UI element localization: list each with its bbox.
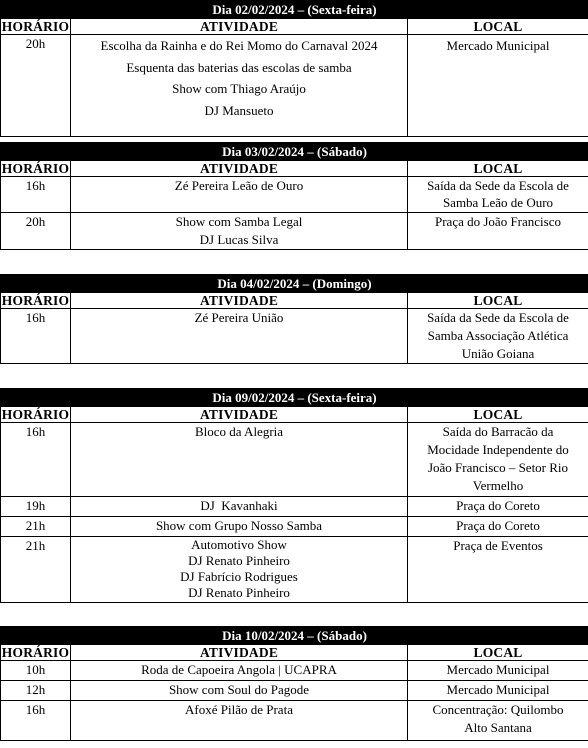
activity-line: Show com Samba Legal bbox=[175, 214, 303, 229]
location-line: Alto Santana bbox=[464, 720, 532, 735]
activity-line: DJ Fabrício Rodrigues bbox=[180, 569, 298, 584]
day-table bbox=[0, 142, 588, 250]
location-line: Mercado Municipal bbox=[446, 682, 550, 697]
event-location bbox=[408, 497, 588, 517]
event-time: 21h bbox=[1, 537, 71, 603]
activity-line: Zé Pereira União bbox=[194, 310, 284, 325]
activity-line: Show com Grupo Nosso Samba bbox=[155, 518, 323, 533]
event-time: 10h bbox=[1, 661, 71, 681]
activity-line: Show com Thiago Araújo bbox=[172, 81, 306, 96]
day-header-row bbox=[1, 1, 588, 19]
location-line: Mercado Municipal bbox=[446, 38, 550, 53]
event-activities bbox=[71, 517, 408, 537]
header-time: HORÁRIO bbox=[1, 293, 70, 308]
event-location bbox=[408, 517, 588, 537]
event-time: 20h bbox=[1, 35, 71, 137]
event-activities bbox=[71, 701, 408, 741]
event-time: 16h bbox=[1, 423, 71, 497]
day-title: Dia 04/02/2024 – (Domingo) bbox=[1, 275, 588, 293]
location-line: Mocidade Independente do bbox=[427, 442, 569, 457]
location-line: Praça do João Francisco bbox=[435, 214, 561, 229]
event-location bbox=[408, 35, 588, 137]
event-location bbox=[408, 309, 588, 364]
event-time: 16h bbox=[1, 177, 71, 213]
location-line: Vermelho bbox=[472, 478, 524, 493]
event-location bbox=[408, 701, 588, 741]
schedule-row bbox=[1, 423, 588, 497]
activity-line: DJ Lucas Silva bbox=[199, 232, 279, 247]
schedule-row bbox=[1, 497, 588, 517]
header-activity: ATIVIDADE bbox=[71, 293, 408, 309]
location-line: Praça do Coreto bbox=[456, 518, 540, 533]
header-time: HORÁRIO bbox=[1, 19, 70, 34]
event-activities bbox=[71, 423, 408, 497]
day-table bbox=[0, 274, 588, 364]
event-activities bbox=[71, 309, 408, 364]
activity-line: Bloco da Alegria bbox=[194, 424, 284, 439]
event-time: 20h bbox=[1, 213, 71, 250]
activity-line: DJ Renato Pinheiro bbox=[188, 553, 290, 568]
activity-line: DJ Kavanhaki bbox=[200, 498, 278, 513]
header-location: LOCAL bbox=[408, 161, 588, 177]
event-activities bbox=[71, 35, 408, 137]
day-table bbox=[0, 0, 588, 137]
event-location bbox=[408, 681, 588, 701]
event-activities bbox=[71, 497, 408, 517]
location-line: Saída da Sede da Escola de bbox=[427, 178, 569, 193]
header-activity: ATIVIDADE bbox=[71, 19, 408, 35]
activity-line: DJ Mansueto bbox=[204, 102, 274, 118]
column-header-row bbox=[1, 19, 588, 35]
activity-line: DJ Renato Pinheiro bbox=[188, 585, 290, 600]
schedule-row bbox=[1, 177, 588, 213]
column-header-row bbox=[1, 407, 588, 423]
location-line: Samba Leão de Ouro bbox=[442, 195, 554, 210]
day-title: Dia 02/02/2024 – (Sexta-feira) bbox=[1, 1, 588, 19]
location-line: João Francisco – Setor Rio bbox=[427, 460, 569, 475]
schedule-row bbox=[1, 517, 588, 537]
activity-line: Esquenta das baterias das escolas de samba bbox=[126, 59, 352, 75]
activity-line: Zé Pereira Leão de Ouro bbox=[174, 178, 304, 193]
event-activities bbox=[71, 661, 408, 681]
location-line: Praça de Eventos bbox=[453, 538, 543, 553]
schedule-row bbox=[1, 309, 588, 364]
header-location: LOCAL bbox=[408, 19, 588, 35]
event-time: 16h bbox=[1, 701, 71, 741]
schedule-row bbox=[1, 661, 588, 681]
activity-line: Show com Soul do Pagode bbox=[168, 682, 310, 697]
event-time: 21h bbox=[1, 517, 71, 537]
event-location bbox=[408, 537, 588, 603]
schedule-row bbox=[1, 213, 588, 250]
event-location bbox=[408, 423, 588, 497]
event-location bbox=[408, 661, 588, 681]
location-line: União Goiana bbox=[461, 346, 535, 361]
event-location bbox=[408, 177, 588, 213]
column-header-row bbox=[1, 645, 588, 661]
column-header-row bbox=[1, 161, 588, 177]
day-header-row bbox=[1, 275, 588, 293]
event-time: 16h bbox=[1, 309, 71, 364]
schedule-row bbox=[1, 537, 588, 603]
day-table bbox=[0, 388, 588, 603]
day-title: Dia 10/02/2024 – (Sábado) bbox=[1, 627, 588, 645]
activity-line: Roda de Capoeira Angola | UCAPRA bbox=[141, 662, 337, 677]
day-title: Dia 09/02/2024 – (Sexta-feira) bbox=[1, 389, 588, 407]
location-line: Samba Associação Atlética bbox=[427, 328, 569, 343]
location-line: Saída do Barracão da bbox=[442, 424, 554, 439]
header-location: LOCAL bbox=[408, 293, 588, 309]
location-line: Praça do Coreto bbox=[456, 498, 540, 513]
header-time: HORÁRIO bbox=[1, 407, 70, 422]
day-title: Dia 03/02/2024 – (Sábado) bbox=[1, 143, 588, 161]
event-time: 12h bbox=[1, 681, 71, 701]
header-location: LOCAL bbox=[408, 645, 588, 661]
location-line: Mercado Municipal bbox=[446, 662, 550, 677]
schedule-row bbox=[1, 681, 588, 701]
activity-line: Automotivo Show bbox=[191, 537, 287, 552]
header-time: HORÁRIO bbox=[1, 161, 70, 176]
column-header-row bbox=[1, 293, 588, 309]
day-header-row bbox=[1, 143, 588, 161]
event-time: 19h bbox=[1, 497, 71, 517]
event-activities bbox=[71, 213, 408, 250]
schedule-row bbox=[1, 701, 588, 741]
header-activity: ATIVIDADE bbox=[71, 645, 408, 661]
activity-line: Escolha da Rainha e do Rei Momo do Carnaval 2024 bbox=[100, 38, 378, 53]
header-activity: ATIVIDADE bbox=[71, 161, 408, 177]
location-line: Concentração: Quilombo bbox=[432, 702, 564, 717]
event-location bbox=[408, 213, 588, 250]
activity-line: Afoxé Pilão de Prata bbox=[185, 702, 293, 717]
event-activities bbox=[71, 537, 408, 603]
day-header-row bbox=[1, 389, 588, 407]
header-time: HORÁRIO bbox=[1, 645, 70, 660]
header-location: LOCAL bbox=[408, 407, 588, 423]
event-activities bbox=[71, 681, 408, 701]
header-activity: ATIVIDADE bbox=[71, 407, 408, 423]
schedule-row bbox=[1, 35, 588, 137]
event-activities bbox=[71, 177, 408, 213]
day-header-row bbox=[1, 627, 588, 645]
day-table bbox=[0, 626, 588, 741]
location-line: Saída da Sede da Escola de bbox=[427, 310, 569, 325]
